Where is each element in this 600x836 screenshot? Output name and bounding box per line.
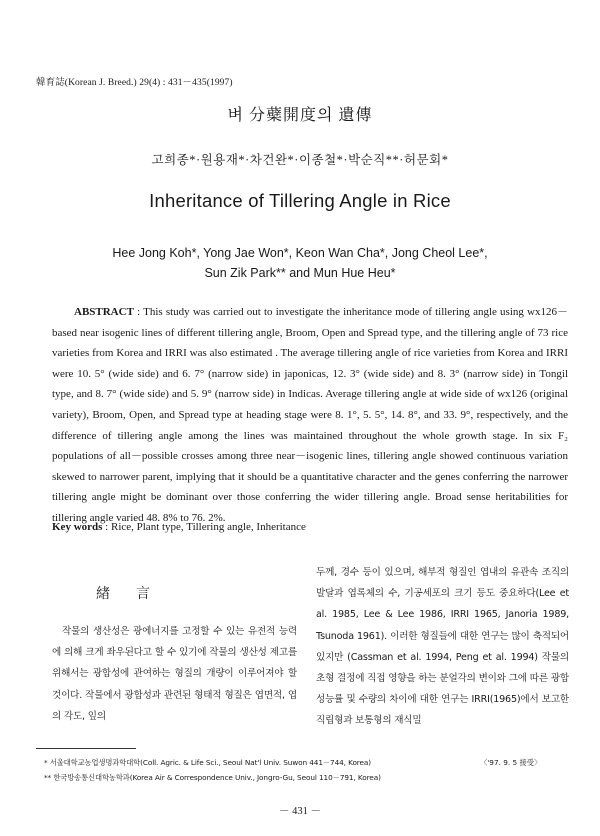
introduction-right-column: 두께, 경수 등이 있으며, 해부적 형질인 엽내의 유관속 조직의 발달과 엽록체의 수, 기공세포의 크기 등도 중요하다(Lee et al. 1985, Lee & Lee 1986, IRRI 1965, Janoria 1989, Tsunoda 1961). 이러한 형질들에 대한 연구는 많이 축적되어 있지만 (Cassman et al. 1994, Peng et al. 1994) 작물의 초형 결정에 직접 영향을 하는 분얼각의 변이와 그에 따른 광합성능률 및 수량의 차이에 대한 연구는 IRRI(1965)에서 보고한 직립형과 보통형의 재식밀	[316, 567, 569, 727]
affiliation-footnote-1: * 서울대학교농업생명과학대학(Coll. Agric. & Life Sci., Seoul Nat'l Univ. Suwon 441－744, Korea)	[44, 758, 372, 767]
english-authors-line1: Hee Jong Koh*, Yong Jae Won*, Keon Wan Cha*, Jong Cheol Lee*,	[112, 246, 488, 260]
journal-citation: 韓育誌(Korean J. Breed.) 29(4) : 431－435(1997)	[36, 78, 233, 88]
affiliation-footnote-2: ** 한국방송통신대학농학과(Korea Air & Correspondence Univ., Jongro-Gu, Seoul 110－791, Korea)	[44, 773, 381, 782]
keywords	[52, 521, 306, 533]
footnote-rule	[36, 748, 136, 749]
english-authors	[60, 243, 540, 283]
received-date: 〈'97. 9. 5 接受〉	[480, 758, 542, 767]
introduction-left-column: 작물의 생산성은 광에너지를 고정할 수 있는 유전적 능력에 의해 크게 좌우된다고 할 수 있기에 작물의 생산성 제고를 위해서는 광합성에 관여하는 형질의 개량이 이루어져야 할 것이다. 작물에서 광합성과 관련된 형태적 형질은 엽면적, 엽의 각도, 잎의	[52, 626, 297, 722]
keywords-label: Key words	[52, 521, 103, 533]
introduction-heading: 緖言	[96, 586, 176, 602]
abstract-text: : This study was carried out to investigate the inheritance mode of tillering angle using wx126－based near isogenic lines of different tillering angle, Broom, Open and Spread type, and the tillering angle of 73 rice varieties from Korea and IRRI was also estimated . The average tillering angle of rice varieties from Korea and IRRI were 10. 5° (wide side) and 6. 7° (narrow side) in japonicas, 12. 3° (wide side) and 8. 3° (narrow side) in Tongil type, and 8. 7° (wide side) and 5. 9° (narrow side) in Indicas. Average tillering angle at wide side of wx126 (original variety), Broom, Open, and Spread type at heading stage were 8. 1°, 5. 5°, 14. 8°, and 33. 9°, respectively, and the difference of tillering angle among the lines was maintained throughout the whole growth stage. In six F₂ populations of all－possible crosses among three near－isogenic lines, tillering angle showed continuous variation skewed to narrower parent, implying that it should be a quantitative character and the genes conferring the narrower tillering angle might be dominant over those conferring the wider tillering angle. Broad sense heritabilities for tillering angle varied 48. 8% to 76. 2%.	[52, 306, 569, 524]
page-number: － 431 －	[279, 806, 321, 817]
korean-authors: 고희종*·원용재*·차건완*·이종철*·박순직**·허문회*	[151, 153, 449, 167]
english-title: Inheritance of Tillering Angle in Rice	[149, 190, 451, 211]
abstract	[52, 302, 568, 529]
korean-title: 벼 分蘗開度의 遺傳	[227, 107, 373, 124]
keywords-text: : Rice, Plant type, Tillering angle, Inheritance	[105, 521, 306, 533]
abstract-label: ABSTRACT	[74, 306, 134, 318]
english-authors-line2: Sun Zik Park** and Mun Hue Heu*	[204, 266, 396, 280]
